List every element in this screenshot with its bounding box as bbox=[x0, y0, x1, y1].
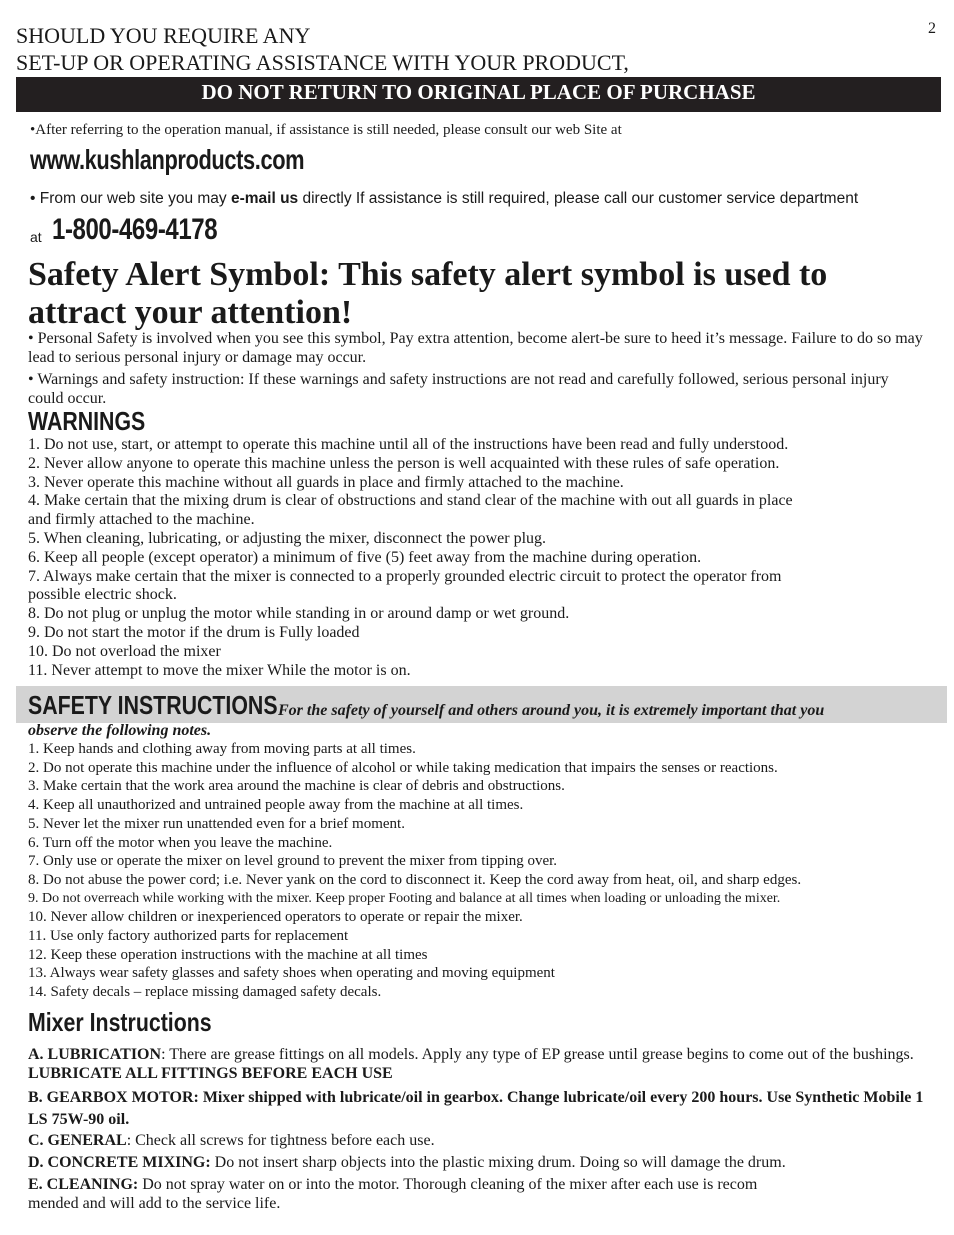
email-prefix: • From our web site you may bbox=[30, 190, 231, 207]
warnings-heading: WARNINGS bbox=[28, 406, 146, 436]
cleaning-text-1: Do not spray water on or into the motor. Thorough cleaning of the mixer after each use is recom bbox=[138, 1176, 758, 1193]
list-item: 13. Always wear safety glasses and safety shoes when operating and moving equipment bbox=[28, 965, 555, 982]
safety-intro-line-1: For the safety of yourself and others around you, it is extremely important that you bbox=[278, 702, 825, 719]
list-item: 2. Never allow anyone to operate this machine unless the person is well acquainted with these rules of safe operation. bbox=[28, 454, 780, 472]
concrete-mixing-text: Do not insert sharp objects into the plastic mixing drum. Doing so will damage the drum. bbox=[210, 1154, 786, 1171]
list-item: 7. Only use or operate the mixer on level ground to prevent the mixer from tipping over. bbox=[28, 853, 558, 870]
gearbox-instruction: B. GEARBOX MOTOR: Mixer shipped with lubricate/oil in gearbox. Change lubricate/oil every 200 hours. Use Synthetic Mobile 1 LS 75W-90 oil. bbox=[28, 1089, 924, 1128]
do-not-return-banner: DO NOT RETURN TO ORIGINAL PLACE OF PURCHASE bbox=[16, 77, 941, 112]
concrete-mixing-instruction bbox=[28, 1153, 928, 1172]
list-item: 9. Do not overreach while working with the mixer. Keep proper Footing and balance at all times when loading or unloading the mixer. bbox=[28, 890, 781, 906]
list-item: 5. Never let the mixer run unattended even for a brief moment. bbox=[28, 815, 405, 832]
cleaning-label: E. CLEANING: bbox=[28, 1176, 139, 1193]
list-item: 3. Never operate this machine without all guards in place and firmly attached to the machine. bbox=[28, 473, 624, 491]
list-item: 1. Do not use, start, or attempt to operate this machine until all of the instructions have been read and fully understood. bbox=[28, 436, 789, 453]
phone-number: 1-800-469-4178 bbox=[52, 213, 218, 246]
list-item: 3. Make certain that the work area around the machine is clear of debris and obstructions. bbox=[28, 778, 565, 795]
list-item: 8. Do not abuse the power cord; i.e. Never yank on the cord to disconnect it. Keep the cord away from heat, oil, and sharp edges. bbox=[28, 871, 802, 888]
lubrication-instruction bbox=[28, 1045, 928, 1083]
page-number: 2 bbox=[928, 20, 936, 37]
list-item: 9. Do not start the motor if the drum is Fully loaded bbox=[28, 623, 360, 641]
email-suffix: directly If assistance is still required, please call our customer service department bbox=[298, 190, 859, 207]
list-item: 11. Use only factory authorized parts for replacement bbox=[28, 928, 349, 945]
list-item: possible electric shock. bbox=[28, 586, 177, 604]
list-item: and firmly attached to the machine. bbox=[28, 511, 255, 529]
consult-text: •After referring to the operation manual, if assistance is still needed, please consult our web Site at bbox=[30, 122, 622, 138]
lubrication-label: A. LUBRICATION bbox=[28, 1046, 162, 1063]
concrete-mixing-label: D. CONCRETE MIXING: bbox=[28, 1154, 211, 1171]
list-item: 8. Do not plug or unplug the motor while standing in or around damp or wet ground. bbox=[28, 605, 570, 623]
email-us-link[interactable]: e-mail us bbox=[230, 190, 299, 207]
general-instruction bbox=[28, 1131, 928, 1150]
phone-prefix: at bbox=[30, 229, 42, 245]
email-text bbox=[30, 190, 858, 208]
list-item: 6. Keep all people (except operator) a minimum of five (5) feet away from the machine during operation. bbox=[28, 548, 702, 566]
safety-instructions-heading: SAFETY INSTRUCTIONS bbox=[28, 690, 278, 720]
list-item: 10. Never allow children or inexperienced operators to operate or repair the mixer. bbox=[28, 909, 523, 926]
safety-alert-para-2: • Warnings and safety instruction: If these warnings and safety instructions are not read and carefully followed, serious personal injury could occur. bbox=[28, 371, 889, 407]
safety-alert-para-1: • Personal Safety is involved when you see this symbol, Pay extra attention, become alert-be sure to heed it’s message. Failure to do so may lead to serious personal injury or damage may occur. bbox=[28, 330, 923, 366]
website-link[interactable]: www.kushlanproducts.com bbox=[30, 144, 305, 175]
list-item: 11. Never attempt to move the mixer While the motor is on. bbox=[28, 661, 411, 679]
list-item: 6. Turn off the motor when you leave the machine. bbox=[28, 834, 333, 851]
list-item: 4. Make certain that the mixing drum is clear of obstructions and stand clear of the machine with out all guards in place bbox=[28, 492, 793, 510]
header-line-1: SHOULD YOU REQUIRE ANY bbox=[16, 23, 311, 48]
lubrication-text: : There are grease fittings on all models. Apply any type of EP grease until grease begins to come out of the bushings. bbox=[161, 1046, 914, 1063]
list-item: 5. When cleaning, lubricating, or adjusting the mixer, disconnect the power plug. bbox=[28, 529, 547, 547]
list-item: 4. Keep all unauthorized and untrained people away from the machine at all times. bbox=[28, 797, 524, 814]
lubrication-bold: LUBRICATE ALL FITTINGS BEFORE EACH USE bbox=[28, 1065, 393, 1082]
mixer-instructions-heading: Mixer Instructions bbox=[28, 1007, 212, 1037]
warnings-list bbox=[28, 436, 938, 680]
safety-alert-title: Safety Alert Symbol: This safety alert symbol is used to attract your attention! bbox=[28, 256, 828, 331]
assistance-header bbox=[16, 22, 629, 76]
general-text: : Check all screws for tightness before each use. bbox=[126, 1132, 435, 1149]
safety-instructions-list bbox=[28, 740, 943, 1002]
list-item: 7. Always make certain that the mixer is connected to a properly grounded electric circuit to protect the operator from bbox=[28, 567, 782, 585]
list-item: 12. Keep these operation instructions with the machine at all times bbox=[28, 946, 428, 963]
cleaning-instruction bbox=[28, 1175, 928, 1213]
cleaning-text-2: mended and will add to the service life. bbox=[28, 1195, 281, 1212]
safety-intro-line-2: observe the following notes. bbox=[28, 722, 212, 739]
list-item: 14. Safety decals – replace missing damaged safety decals. bbox=[28, 984, 382, 1001]
list-item: 2. Do not operate this machine under the influence of alcohol or while taking medication that impairs the senses or reactions. bbox=[28, 759, 778, 776]
general-label: C. GENERAL bbox=[28, 1132, 127, 1149]
list-item: 10. Do not overload the mixer bbox=[28, 642, 221, 660]
header-line-2: SET-UP OR OPERATING ASSISTANCE WITH YOUR PRODUCT, bbox=[16, 50, 629, 75]
list-item: 1. Keep hands and clothing away from moving parts at all times. bbox=[28, 741, 416, 757]
